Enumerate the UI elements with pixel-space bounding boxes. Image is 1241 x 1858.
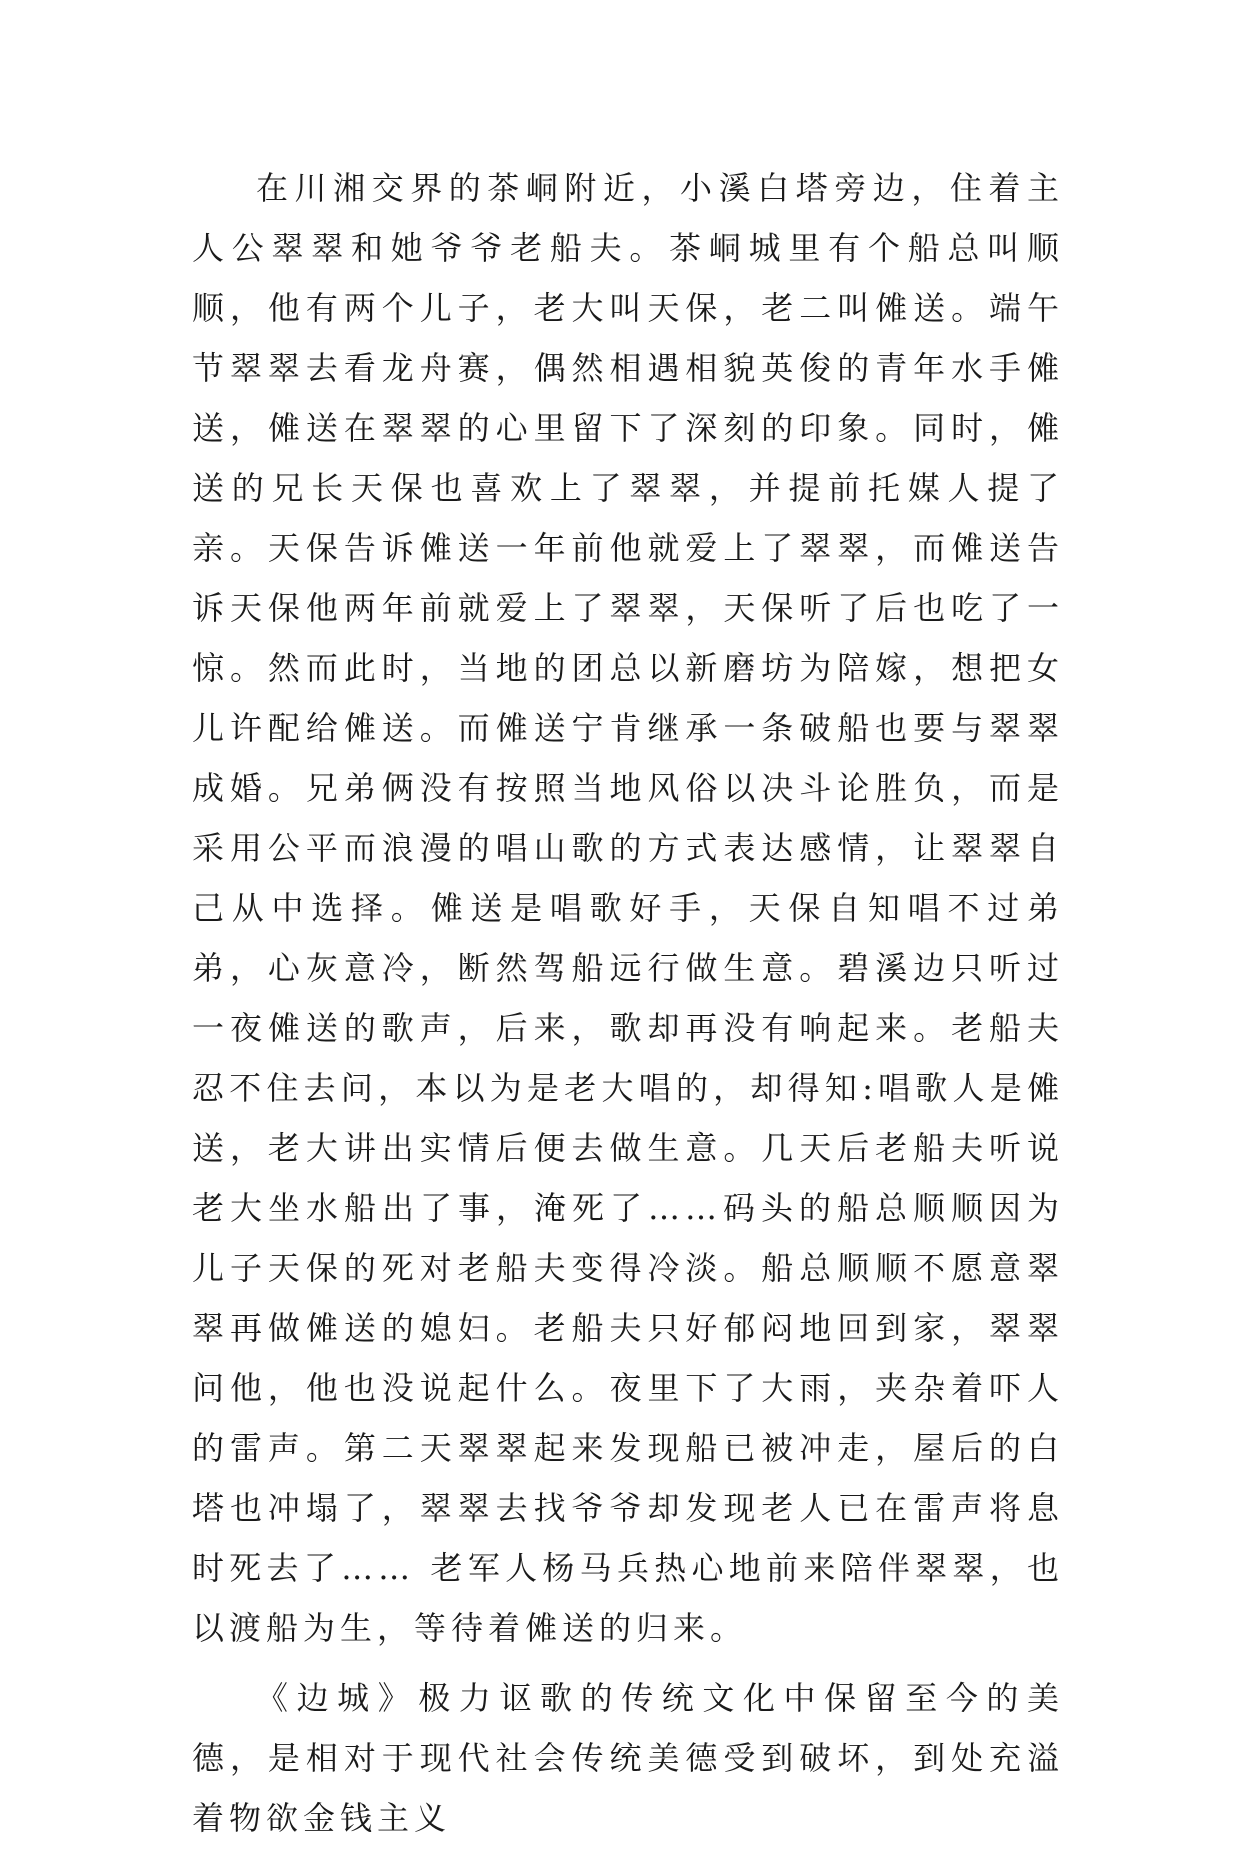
paragraph-commentary: 《边城》极力讴歌的传统文化中保留至今的美德，是相对于现代社会传统美德受到破坏，到处充溢着物欲金钱主义 [192,1679,1064,1837]
body-text [192,158,1064,1858]
paragraph-story-summary: 在川湘交界的茶峒附近，小溪白塔旁边，住着主人公翠翠和她爷爷老船夫。茶峒城里有个船总叫顺顺，他有两个儿子，老大叫天保，老二叫傩送。端午节翠翠去看龙舟赛，偶然相遇相貌英俊的青年水手傩送，傩送在翠翠的心里留下了深刻的印象。同时，傩送的兄长天保也喜欢上了翠翠，并提前托媒人提了亲。天保告诉傩送一年前他就爱上了翠翠，而傩送告诉天保他两年前就爱上了翠翠，天保听了后也吃了一惊。然而此时，当地的团总以新磨坊为陪嫁，想把女儿许配给傩送。而傩送宁肯继承一条破船也要与翠翠成婚。兄弟俩没有按照当地风俗以决斗论胜负，而是采用公平而浪漫的唱山歌的方式表达感情，让翠翠自己从中选择。傩送是唱歌好手，天保自知唱不过弟弟，心灰意冷，断然驾船远行做生意。碧溪边只听过一夜傩送的歌声，后来，歌却再没有响起来。老船夫忍不住去问，本以为是老大唱的，却得知:唱歌人是傩送，老大讲出实情后便去做生意。几天后老船夫听说老大坐水船出了事，淹死了……码头的船总顺顺因为儿子天保的死对老船夫变得冷淡。船总顺顺不愿意翠翠再做傩送的媳妇。老船夫只好郁闷地回到家，翠翠问他，他也没说起什么。夜里下了大雨，夹杂着吓人的雷声。第二天翠翠起来发现船已被冲走，屋后的白塔也冲塌了，翠翠去找爷爷却发现老人已在雷声将息时死去了…… 老军人杨马兵热心地前来陪伴翠翠，也以渡船为生，等待着傩送的归来。 [192,169,1064,1647]
